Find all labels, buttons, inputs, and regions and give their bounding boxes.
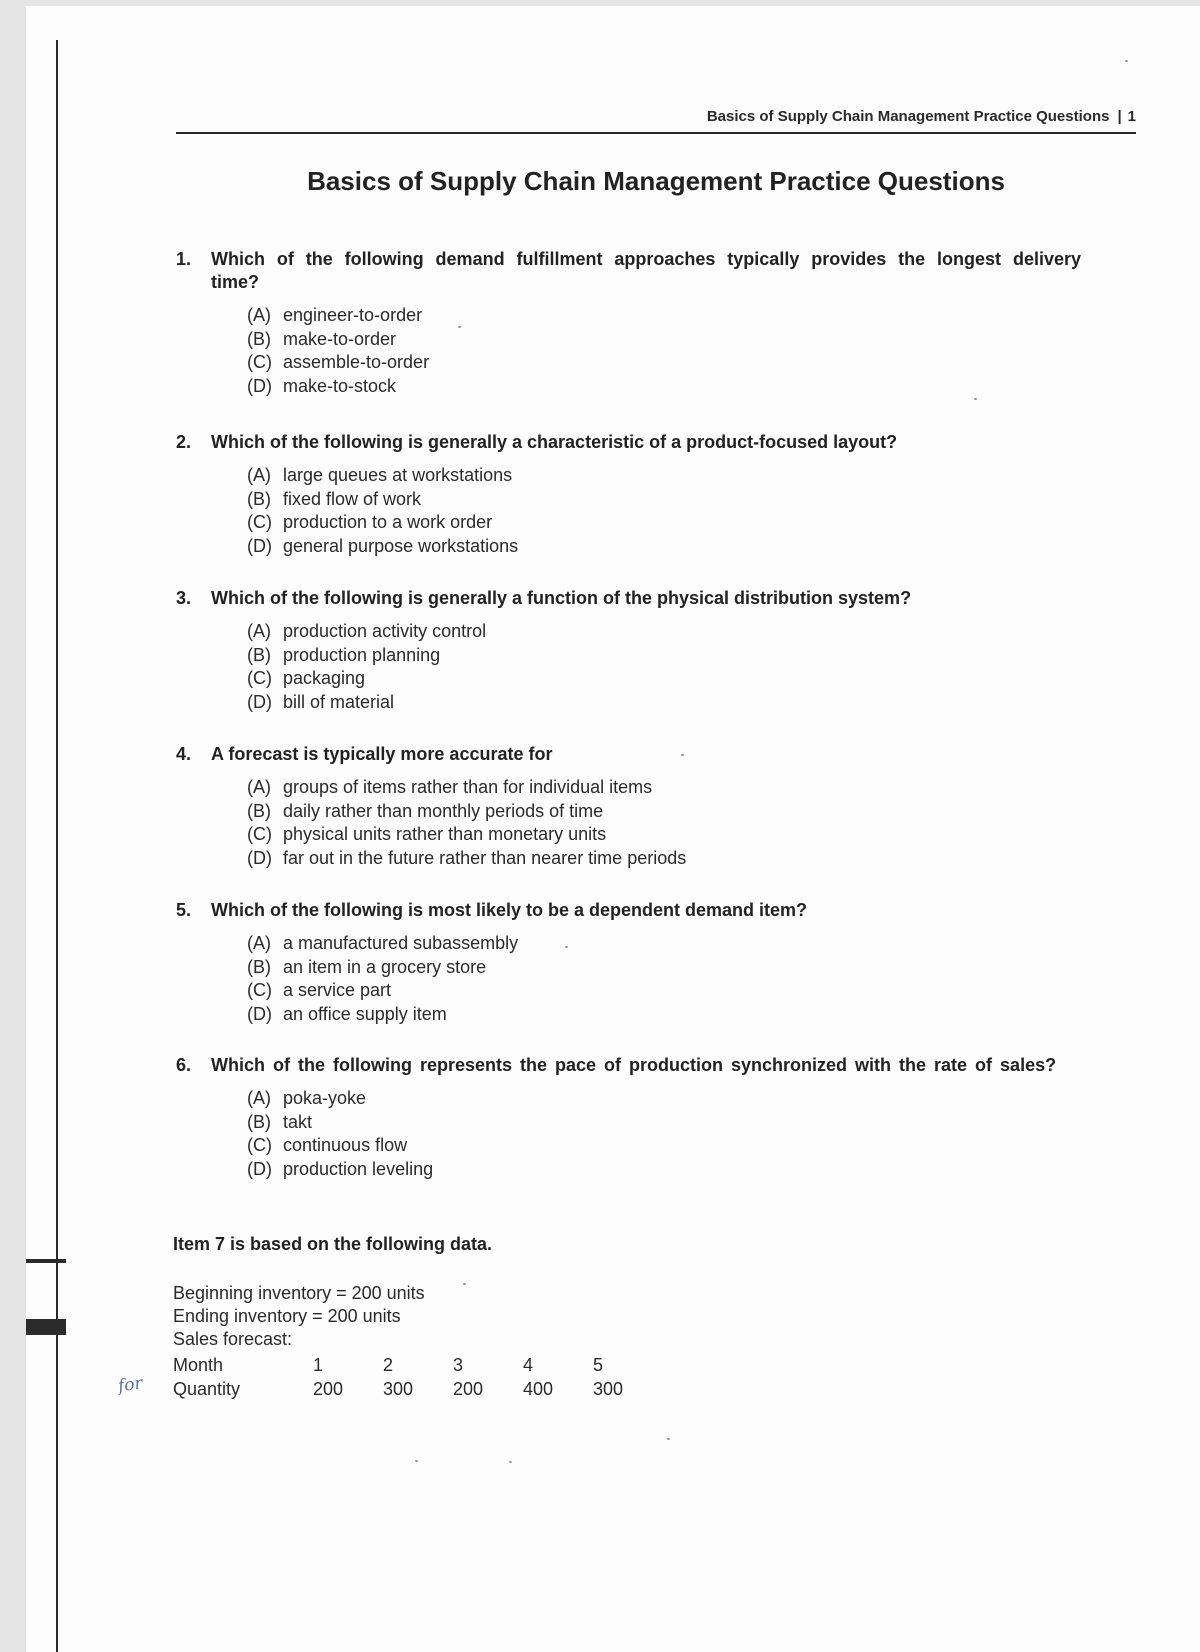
page-number: 1 xyxy=(1127,108,1136,125)
option-text: production planning xyxy=(283,644,441,665)
quantity-cell: 200 xyxy=(313,1378,344,1399)
option-letter: (C) xyxy=(247,512,272,532)
option-letter: (B) xyxy=(247,800,271,821)
header-separator: | xyxy=(1117,108,1122,125)
question-stem xyxy=(176,248,1081,294)
option-text: poka-yoke xyxy=(283,1088,367,1108)
option-c xyxy=(247,351,1081,375)
question-2 xyxy=(176,431,1081,558)
answer-options xyxy=(247,304,1081,398)
option-a xyxy=(247,776,1081,800)
option-text: continuous flow xyxy=(283,1135,408,1155)
option-letter: (D) xyxy=(247,375,272,396)
question-number: 6. xyxy=(176,1055,192,1075)
option-text: physical units rather than monetary units xyxy=(283,824,607,844)
option-c xyxy=(247,667,1081,691)
option-text: an office supply item xyxy=(283,1003,447,1024)
option-letter: (A) xyxy=(247,1088,271,1108)
option-text: general purpose workstations xyxy=(283,535,519,556)
question-number: 2. xyxy=(176,432,192,452)
option-letter: (D) xyxy=(247,847,272,868)
option-text: make-to-order xyxy=(283,328,397,349)
question-text: Which of the following is most likely to be a dependent demand item? xyxy=(211,900,808,920)
option-letter: (A) xyxy=(247,465,271,485)
option-letter: (C) xyxy=(247,668,272,688)
item7-data xyxy=(173,1282,425,1351)
scan-speck xyxy=(681,754,684,756)
table-row-month xyxy=(173,1353,663,1377)
sales-forecast-table xyxy=(173,1353,663,1401)
quantity-cell: 200 xyxy=(453,1378,484,1399)
scan-speck xyxy=(509,1461,512,1463)
option-letter: (A) xyxy=(247,777,271,797)
scan-margin-line xyxy=(56,40,58,1652)
month-cell: 4 xyxy=(523,1354,534,1375)
scan-speck xyxy=(974,398,977,400)
option-letter: (D) xyxy=(247,535,272,556)
month-cell: 2 xyxy=(383,1354,394,1375)
month-cell: 3 xyxy=(453,1354,464,1375)
month-cell: 1 xyxy=(313,1354,324,1375)
option-letter: (C) xyxy=(247,352,272,372)
option-text: far out in the future rather than nearer time periods xyxy=(283,847,687,868)
question-stem xyxy=(176,899,1081,922)
option-a xyxy=(247,464,1081,488)
running-title: Basics of Supply Chain Management Practice Questions xyxy=(706,108,1110,125)
option-letter: (B) xyxy=(247,1111,271,1132)
option-text: production activity control xyxy=(283,621,487,641)
option-letter: (A) xyxy=(247,305,271,325)
question-stem xyxy=(176,743,1081,766)
option-text: large queues at workstations xyxy=(283,465,513,485)
question-6 xyxy=(176,1054,1081,1181)
question-1 xyxy=(176,248,1081,398)
scan-speck xyxy=(458,326,461,328)
question-number: 4. xyxy=(176,744,192,764)
question-stem xyxy=(176,431,1081,454)
quantity-cell: 400 xyxy=(523,1378,554,1399)
option-a xyxy=(247,620,1081,644)
option-c xyxy=(247,511,1081,535)
option-text: engineer-to-order xyxy=(283,305,423,325)
option-text: groups of items rather than for individual items xyxy=(283,777,653,797)
question-text: Which of the following is generally a characteristic of a product-focused layout? xyxy=(211,432,898,452)
question-text: Which of the following is generally a function of the physical distribution system? xyxy=(211,588,912,608)
question-3 xyxy=(176,587,1081,714)
option-text: takt xyxy=(283,1111,313,1132)
answer-options xyxy=(247,620,1081,714)
option-letter: (C) xyxy=(247,824,272,844)
question-text: A forecast is typically more accurate for xyxy=(211,744,553,764)
option-letter: (D) xyxy=(247,691,272,712)
scan-speck xyxy=(1125,60,1128,62)
option-letter: (A) xyxy=(247,933,271,953)
option-text: a manufactured subassembly xyxy=(283,933,519,953)
option-text: an item in a grocery store xyxy=(283,956,487,977)
option-c xyxy=(247,823,1081,847)
option-text: daily rather than monthly periods of time xyxy=(283,800,604,821)
option-d xyxy=(247,1158,1081,1182)
option-letter: (A) xyxy=(247,621,271,641)
option-a xyxy=(247,304,1081,328)
question-5 xyxy=(176,899,1081,1026)
option-b xyxy=(247,488,1081,512)
quantity-label: Quantity xyxy=(173,1378,241,1399)
table-row-quantity xyxy=(173,1377,663,1401)
question-stem xyxy=(176,1054,1081,1077)
answer-options xyxy=(247,464,1081,558)
running-header xyxy=(176,108,1136,134)
question-stem xyxy=(176,587,1081,610)
option-b xyxy=(247,644,1081,668)
answer-options xyxy=(247,776,1081,870)
option-text: packaging xyxy=(283,668,366,688)
option-text: make-to-stock xyxy=(283,375,397,396)
option-b xyxy=(247,1111,1081,1135)
answer-options xyxy=(247,1087,1081,1181)
option-letter: (C) xyxy=(247,1135,272,1155)
question-number: 3. xyxy=(176,588,192,608)
binder-bar-bottom xyxy=(26,1319,66,1335)
scan-speck xyxy=(565,946,568,948)
option-a xyxy=(247,932,1081,956)
question-text: Which of the following represents the pace of production synchronized with the rate of sales? xyxy=(211,1055,1057,1075)
document-title: Basics of Supply Chain Management Practice Questions xyxy=(307,166,1005,196)
option-b xyxy=(247,328,1081,352)
question-4 xyxy=(176,743,1081,870)
scan-speck xyxy=(415,1460,418,1462)
option-c xyxy=(247,979,1081,1003)
scan-speck xyxy=(667,1438,670,1440)
option-letter: (B) xyxy=(247,956,271,977)
option-text: assemble-to-order xyxy=(283,352,430,372)
quantity-cell: 300 xyxy=(383,1378,414,1399)
option-d xyxy=(247,691,1081,715)
option-b xyxy=(247,800,1081,824)
quantity-cell: 300 xyxy=(593,1378,624,1399)
question-number: 5. xyxy=(176,900,192,920)
option-d xyxy=(247,1003,1081,1027)
option-letter: (D) xyxy=(247,1158,272,1179)
option-c xyxy=(247,1134,1081,1158)
option-a xyxy=(247,1087,1081,1111)
option-d xyxy=(247,847,1081,871)
option-letter: (B) xyxy=(247,644,271,665)
question-text: Which of the following demand fulfillment approaches typically provides the longest delivery time? xyxy=(211,249,1081,292)
answer-options xyxy=(247,932,1081,1026)
option-b xyxy=(247,956,1081,980)
option-d xyxy=(247,535,1081,559)
question-number: 1. xyxy=(176,249,192,269)
handwritten-margin-note: for xyxy=(116,1373,144,1397)
month-label: Month xyxy=(173,1354,224,1375)
scan-speck xyxy=(463,1283,466,1285)
option-text: bill of material xyxy=(283,691,395,712)
beginning-inventory: Beginning inventory = 200 units xyxy=(173,1283,425,1303)
item7-heading: Item 7 is based on the following data. xyxy=(173,1234,493,1254)
binder-bar-top xyxy=(26,1259,66,1263)
option-letter: (D) xyxy=(247,1003,272,1024)
option-letter: (B) xyxy=(247,328,271,349)
option-text: production leveling xyxy=(283,1158,434,1179)
option-text: production to a work order xyxy=(283,512,493,532)
option-letter: (C) xyxy=(247,980,272,1000)
month-cell: 5 xyxy=(593,1354,604,1375)
running-header-text xyxy=(707,108,1136,125)
option-letter: (B) xyxy=(247,488,271,509)
option-d xyxy=(247,375,1081,399)
ending-inventory: Ending inventory = 200 units xyxy=(173,1306,401,1326)
sales-forecast-label: Sales forecast: xyxy=(173,1329,293,1349)
option-text: fixed flow of work xyxy=(283,488,422,509)
option-text: a service part xyxy=(283,980,392,1000)
